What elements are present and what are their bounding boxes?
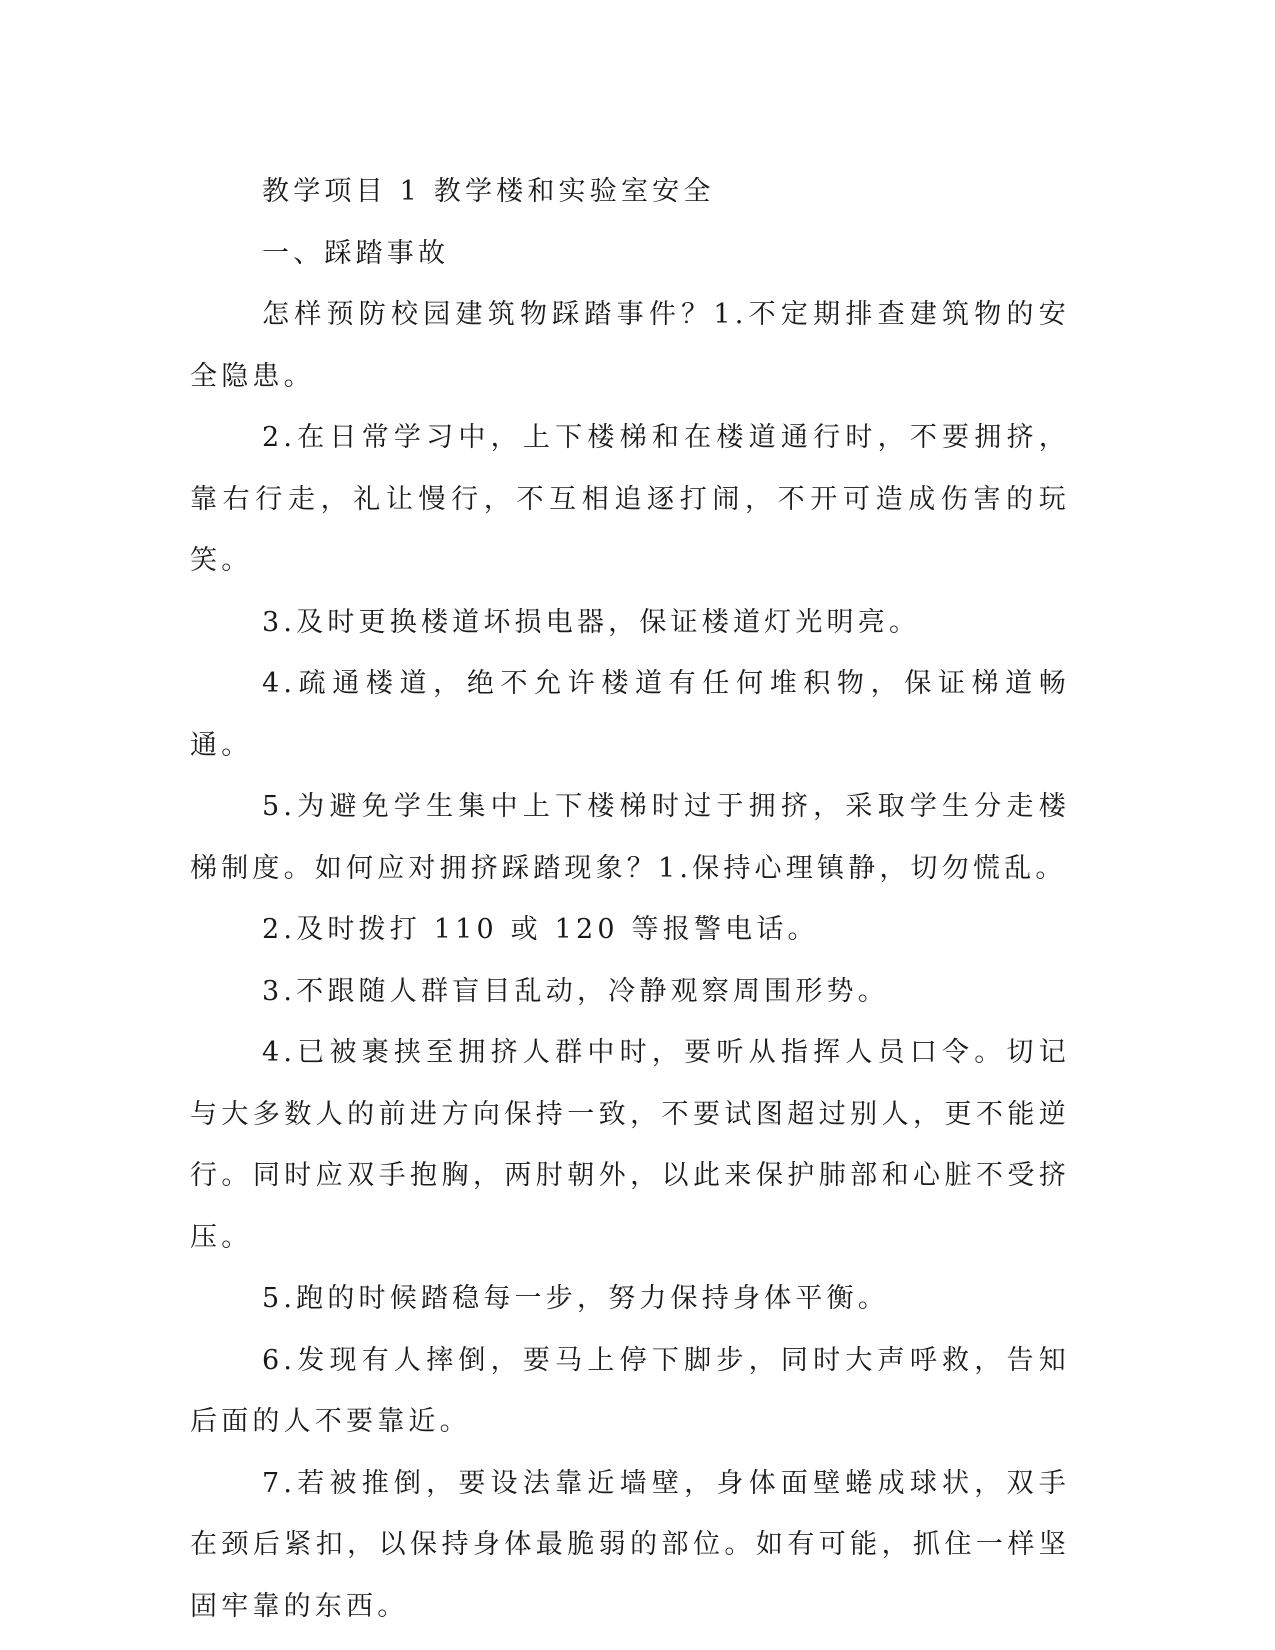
paragraph: 2.在日常学习中，上下楼梯和在楼道通行时，不要拥挤，靠右行走，礼让慢行，不互相追逐打闹，不开可造成伤害的玩笑。 <box>190 422 1070 576</box>
paragraph: 3.及时更换楼道坏损电器，保证楼道灯光明亮。 <box>262 606 921 638</box>
paragraph: 5.跑的时候踏稳每一步，努力保持身体平衡。 <box>262 1283 889 1314</box>
paragraph: 7.若被推倒，要设法靠近墙壁，身体面壁蜷成球状，双手在颈后紧扣，以保持身体最脆弱的部位。如有可能，抓住一样坚固牢靠的东西。 <box>190 1467 1070 1622</box>
paragraph: 3.不跟随人群盲目乱动，冷静观察周围形势。 <box>262 975 889 1007</box>
subsection-heading: 一、踩踏事故 <box>262 237 450 269</box>
paragraph: 怎样预防校园建筑物踩踏事件？1.不定期排查建筑物的安全隐患。 <box>190 299 1070 392</box>
paragraph: 2.及时拨打 110 或 120 等报警电话。 <box>262 914 819 945</box>
section-title: 教学项目 1 教学楼和实验室安全 <box>262 176 715 207</box>
paragraph: 5.为避免学生集中上下楼梯时过于拥挤，采取学生分走楼梯制度。如何应对拥挤踩踏现象？1.保持心理镇静，切勿慌乱。 <box>190 791 1070 884</box>
document-body <box>190 161 1070 1637</box>
paragraph: 4.疏通楼道，绝不允许楼道有任何堆积物，保证梯道畅通。 <box>190 668 1070 761</box>
paragraph: 4.已被裹挟至拥挤人群中时，要听从指挥人员口令。切记与大多数人的前进方向保持一致，不要试图超过别人，更不能逆行。同时应双手抱胸，两肘朝外，以此来保护肺部和心脏不受挤压。 <box>190 1037 1070 1253</box>
paragraph: 6.发现有人摔倒，要马上停下脚步，同时大声呼救，告知后面的人不要靠近。 <box>190 1344 1070 1437</box>
